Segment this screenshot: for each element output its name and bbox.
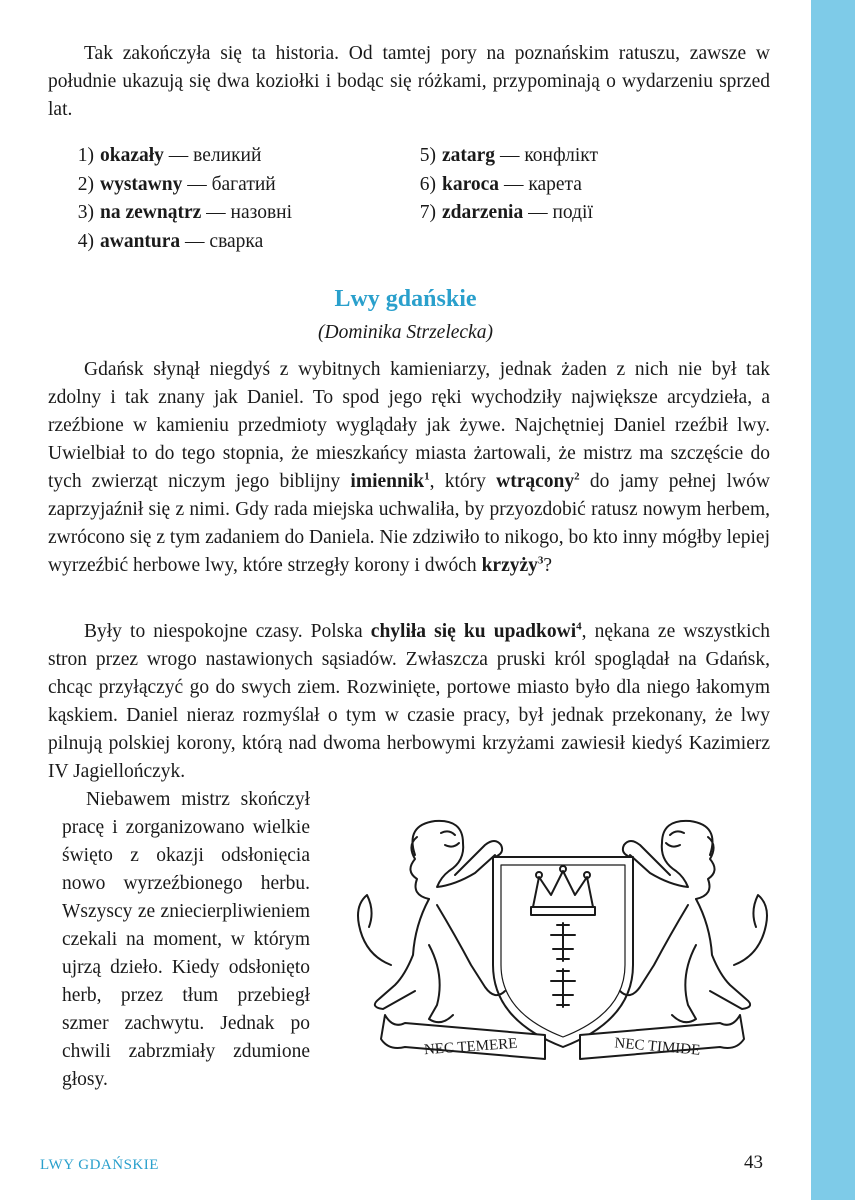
vocab-item: 7) zdarzenia — події [419, 202, 593, 223]
motto-right: NEC TIMIDE [613, 1035, 701, 1059]
vocab-item: 2) wystawny — багатий [77, 173, 276, 195]
lion-right-icon [620, 821, 767, 1022]
vocab-item: 6) karoca — карета [419, 173, 582, 195]
story-paragraph-1: Gdańsk słynął niegdyś z wybitnych kamieniarzy, jednak żaden z nich nie był tak zdolny i tak znany jak Daniel. To spod jego ręki wychodziły największe arcydzieła, a rzeźbione w kamieniu przedmioty wyglądały jak żywe. Najchętniej Daniel rzeźbił lwy. Uwielbiał to do tego stopnia, że mieszkańcy miasta żartowali, że mistrz ma szczęście do tych zwierząt niczym jego biblijny imiennik$^1$, który wtrącony$^2$ do jamy pełnej lwów zaprzyjaźnił się z nimi. Gdy rada miejska uchwaliła, by przyozdobić ratusz nowym herbem, zwrócono się z tym zadaniem do Daniela. Nie zdziwiło to nikogo, bo kto inny mógłby lepiej wyrzeźbić herbowe lwy, które strzegły korony i dwóch krzyży$^3$? [48, 359, 771, 576]
page-number: 43 [744, 1152, 763, 1173]
motto-left: NEC TEMERE [423, 1035, 518, 1059]
vocab-item: 4) awantura — сварка [77, 230, 264, 252]
vocab-item: 5) zatarg — конфлікт [419, 145, 599, 166]
vocab-item: 3) na zewnątrz — назовні [77, 202, 293, 223]
lion-left-icon [358, 821, 505, 1022]
vocabulary-list-left [60, 142, 292, 256]
gdansk-coat-of-arms-illustration [345, 815, 780, 1065]
story-paragraph-2: Były to niespokojne czasy. Polska chyliła się ku upadkowi$^4$, nękana ze wszystkich stron przez wrogo nastawionych sąsiadów. Zwłaszcza pruski król spoglądał na Gdańsk, chcąc przyłączyć go do swych ziem. Rozwinięte, portowe miasto było dla niego łakomym kąskiem. Daniel nieraz rozmyślał o tym w czasie pracy, był jednak przekonany, że lwy pilnują polskiej korony, którą nad dwoma herbowymi krzyżami zawiesił kiedyś Kazimierz IV Jagiellończyk. [48, 620, 770, 782]
cross-icon [551, 923, 575, 961]
story-paragraph-3: Niebawem mistrz skończył pracę i zorganizowano wielkie święto z okazji odsłonięcia nowo wyrzeźbionego herbu. Wszyscy ze zniecierpliwieniem czekali na moment, w którym ujrzą dzieło. Kiedy odsłonięto herb, przez tłum przebiegł szmer zachwytu. Jednak po chwili zabrzmiały zdumione głosy. [62, 789, 310, 1090]
intro-paragraph: Tak zakończyła się ta historia. Od tamtej pory na poznańskim ratuszu, zawsze w południe ukazują się dwa koziołki i bodąc się różkami, przypominają o wydarzeniu sprzed lat. [48, 43, 770, 120]
running-footer-title: LWY GDAŃSKIE [40, 1157, 159, 1173]
cross-icon [551, 969, 575, 1007]
page-edge-band [811, 0, 855, 1200]
story-title: Lwy gdańskie [334, 286, 477, 312]
story-author: (Dominika Strzelecka) [318, 322, 493, 343]
vocabulary-list-right [402, 142, 598, 228]
vocab-item: 1) okazały — великий [77, 145, 262, 166]
